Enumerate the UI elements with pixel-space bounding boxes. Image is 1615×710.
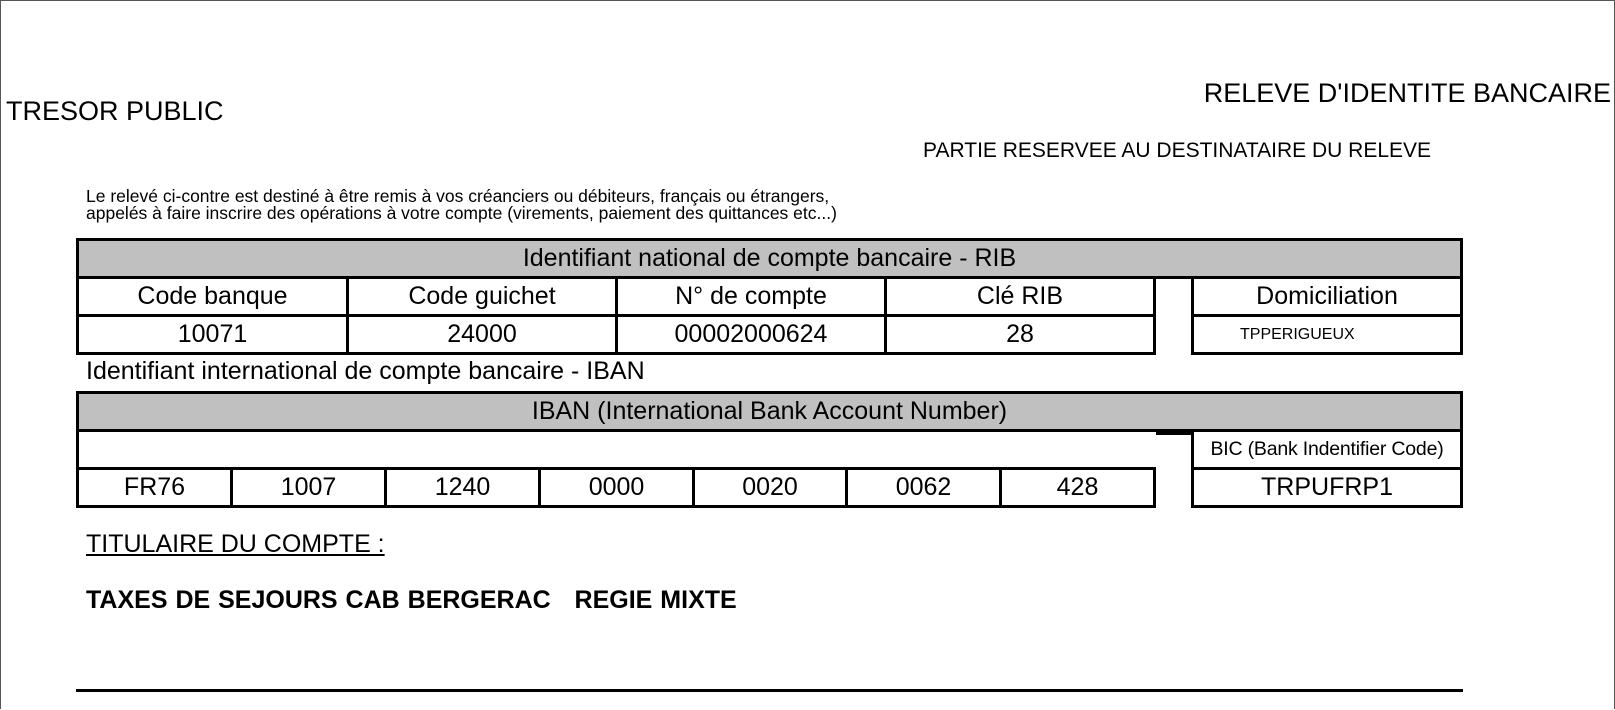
iban-group-6: 0062 <box>845 467 1002 508</box>
account-holder-label: TITULAIRE DU COMPTE : <box>86 530 385 558</box>
iban-section-title: Identifiant international de compte bancaire - IBAN <box>86 357 645 385</box>
iban-group-5: 0020 <box>692 467 848 508</box>
document-title: RELEVE D'IDENTITE BANCAIRE <box>1203 78 1611 108</box>
rib-value-numero-compte: 00002000624 <box>615 314 887 355</box>
account-holder-name: TAXES DE SEJOURS CAB BERGERAC REGIE MIXTE <box>86 586 737 614</box>
notice-line-2: appelés à faire inscrire des opérations à votre compte (virements, paiement des quittances etc...) <box>86 203 837 223</box>
iban-group-7: 428 <box>999 467 1156 508</box>
rib-header-domiciliation: Domiciliation <box>1191 276 1463 317</box>
rib-header-cle-rib: Clé RIB <box>884 276 1156 317</box>
bic-value: TRPUFRP1 <box>1191 467 1463 508</box>
rib-value-domiciliation: TPPERIGUEUX <box>1191 314 1463 355</box>
notice-line-1: Le relevé ci-contre est destiné à être remis à vos créanciers ou débiteurs, français ou étrangers, <box>86 186 830 206</box>
recipient-section-label: PARTIE RESERVEE AU DESTINATAIRE DU RELEVE <box>923 139 1432 162</box>
iban-group-3: 1240 <box>384 467 541 508</box>
rib-header-code-banque: Code banque <box>76 276 349 317</box>
rib-header-code-guichet: Code guichet <box>346 276 618 317</box>
issuer-name: TRESOR PUBLIC <box>6 96 224 126</box>
rib-header-numero-compte: N° de compte <box>615 276 887 317</box>
notice-text <box>86 188 837 222</box>
bottom-rule <box>76 689 1463 692</box>
rib-value-code-guichet: 24000 <box>346 314 618 355</box>
iban-group-1: FR76 <box>76 467 233 508</box>
rib-value-cle-rib: 28 <box>884 314 1156 355</box>
rib-gap <box>1156 432 1191 470</box>
iban-header: IBAN (International Bank Account Number) <box>76 391 1463 432</box>
bic-label: BIC (Bank Indentifier Code) <box>1191 429 1463 470</box>
rib-value-code-banque: 10071 <box>76 314 349 355</box>
iban-group-2: 1007 <box>230 467 387 508</box>
iban-group-4: 0000 <box>538 467 695 508</box>
rib-title: Identifiant national de compte bancaire - RIB <box>76 238 1463 279</box>
